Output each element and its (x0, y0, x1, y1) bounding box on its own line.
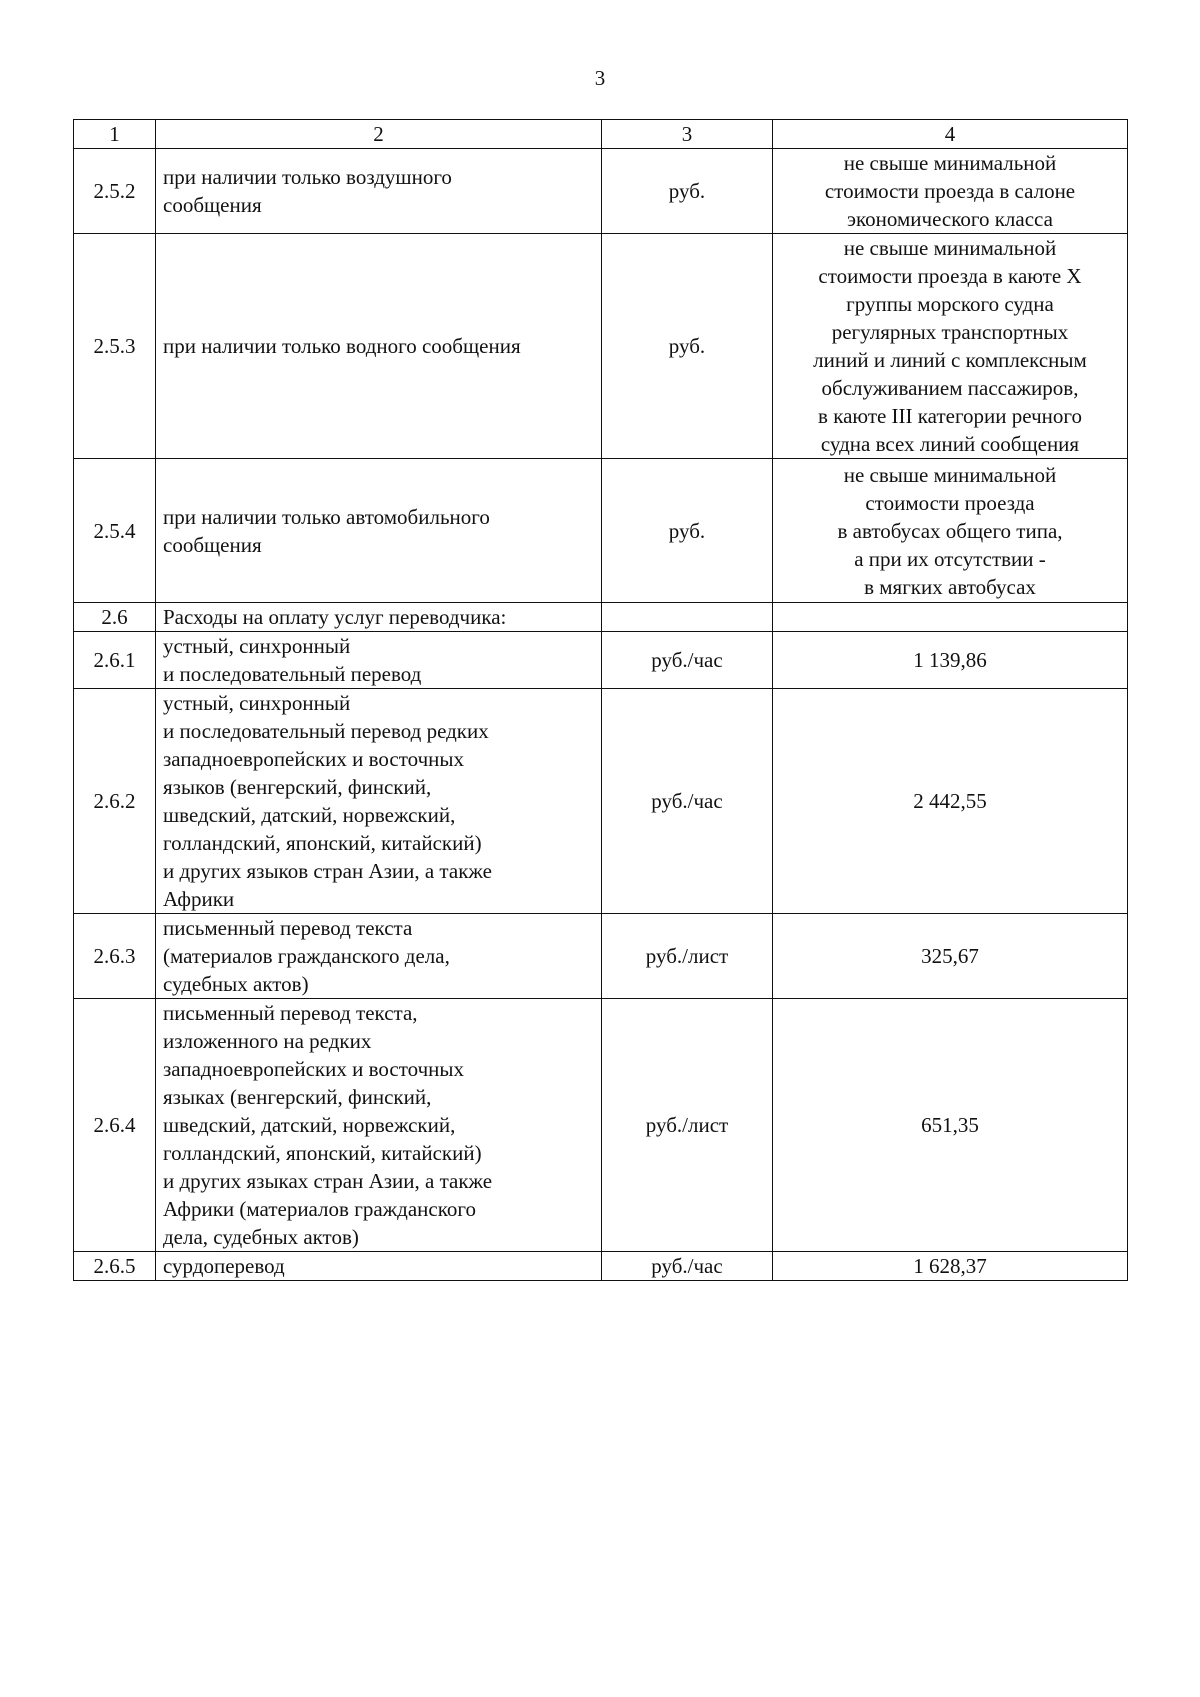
row-unit: руб./час (602, 689, 773, 914)
row-number: 2.6.1 (74, 632, 156, 689)
row-description: письменный перевод текста, изложенного на редких западноевропейских и восточных языках (венгерский, финский, шведский, датский, норвежский, голландский, японский, китайский) и других языках стран Азии, а также Африки (материалов гражданского дела, судебных актов) (156, 999, 602, 1252)
row-value: 2 442,55 (773, 689, 1128, 914)
row-number: 2.6 (74, 603, 156, 632)
row-value: не свыше минимальной стоимости проезда в каюте X группы морского судна регулярных транспортных линий и линий с комплексным обслуживанием пассажиров, в каюте III категории речного судна всех линий сообщения (773, 234, 1128, 459)
row-value: 325,67 (773, 914, 1128, 999)
row-value (773, 603, 1128, 632)
header-col-4: 4 (773, 120, 1128, 149)
row-value: не свыше минимальной стоимости проезда в салоне экономического класса (773, 149, 1128, 234)
row-description: письменный перевод текста (материалов гражданского дела, судебных актов) (156, 914, 602, 999)
row-unit: руб. (602, 234, 773, 459)
row-unit: руб./лист (602, 999, 773, 1252)
row-number: 2.5.2 (74, 149, 156, 234)
table-row-section (74, 603, 1128, 632)
table-row (74, 1252, 1128, 1281)
row-description: Расходы на оплату услуг переводчика: (156, 603, 602, 632)
row-value: не свыше минимальной стоимости проезда в автобусах общего типа, а при их отсутствии - в мягких автобусах (773, 459, 1128, 603)
row-number: 2.5.3 (74, 234, 156, 459)
header-col-1: 1 (74, 120, 156, 149)
row-description: устный, синхронный и последовательный перевод (156, 632, 602, 689)
table-row (74, 632, 1128, 689)
row-description: сурдоперевод (156, 1252, 602, 1281)
row-number: 2.6.4 (74, 999, 156, 1252)
row-unit: руб./час (602, 632, 773, 689)
header-col-2: 2 (156, 120, 602, 149)
header-col-3: 3 (602, 120, 773, 149)
row-value: 1 139,86 (773, 632, 1128, 689)
table-row (74, 689, 1128, 914)
table-row (74, 149, 1128, 234)
page-number: 3 (594, 66, 606, 90)
row-unit: руб./час (602, 1252, 773, 1281)
rates-table (73, 119, 1128, 1281)
table-row (74, 999, 1128, 1252)
row-value: 1 628,37 (773, 1252, 1128, 1281)
table-row (74, 459, 1128, 603)
row-description: устный, синхронный и последовательный перевод редких западноевропейских и восточных языков (венгерский, финский, шведский, датский, норвежский, голландский, японский, китайский) и других языков стран Азии, а также Африки (156, 689, 602, 914)
row-unit: руб./лист (602, 914, 773, 999)
row-number: 2.6.5 (74, 1252, 156, 1281)
row-unit: руб. (602, 459, 773, 603)
table-row (74, 914, 1128, 999)
row-number: 2.6.2 (74, 689, 156, 914)
row-number: 2.6.3 (74, 914, 156, 999)
table-row (74, 234, 1128, 459)
row-description: при наличии только автомобильного сообщения (156, 459, 602, 603)
row-number: 2.5.4 (74, 459, 156, 603)
row-description: при наличии только водного сообщения (156, 234, 602, 459)
row-value: 651,35 (773, 999, 1128, 1252)
row-unit: руб. (602, 149, 773, 234)
table-header-row (74, 120, 1128, 149)
row-description: при наличии только воздушного сообщения (156, 149, 602, 234)
row-unit (602, 603, 773, 632)
